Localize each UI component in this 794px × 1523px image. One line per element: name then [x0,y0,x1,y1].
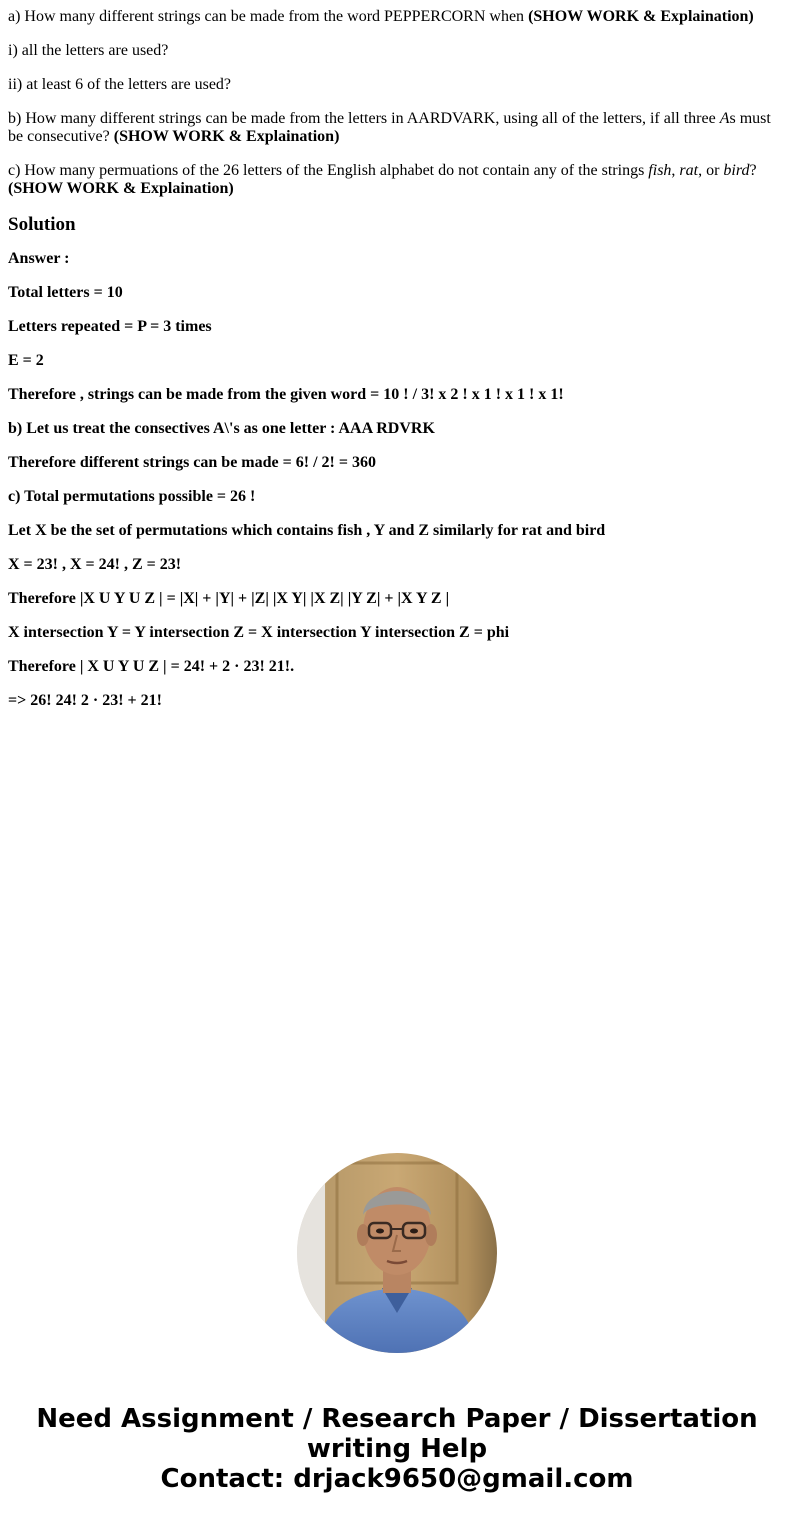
question-b-instruction: (SHOW WORK & Explaination) [113,128,340,145]
question-b [8,110,786,146]
footer-ad [0,1404,794,1494]
question-a-i: i) all the letters are used? [8,42,169,59]
solution-line: b) Let us treat the consectives A\'s as one letter : AAA RDVRK [8,420,435,437]
question-c-sep: , or [698,162,724,179]
solution-line: Therefore , strings can be made from the given word = 10 ! / 3! x 2 ! x 1 ! x 1 ! x 1! [8,386,564,403]
solution-line: c) Total permutations possible = 26 ! [8,488,256,505]
question-b-italic-a: A [719,110,730,127]
question-c [8,162,786,198]
author-photo [297,1153,497,1353]
question-b-text: b) How many different strings can be made from the letters in AARDVARK, using all of the letters, if all three [8,110,720,127]
question-a-instruction: (SHOW WORK & Explaination) [528,8,754,25]
footer-contact: Contact: drjack9650@gmail.com [160,1464,634,1494]
solution-line: Therefore | X U Y U Z | = 24! + 2 · 23! 21!. [8,658,295,675]
solution-heading: Solution [8,214,76,235]
question-c-bird: bird [723,162,750,179]
question-c-instruction: (SHOW WORK & Explaination) [8,180,234,197]
question-b-text-end: s must be consecutive? [8,110,771,145]
solution-line: E = 2 [8,352,44,369]
question-a [8,8,786,26]
solution-line: => 26! 24! 2 · 23! + 21! [8,692,162,709]
solution-line: Therefore |X U Y U Z | = |X| + |Y| + |Z| |X Y| |X Z| |Y Z| + |X Y Z | [8,590,450,607]
question-a-text: a) How many different strings can be made from the word PEPPERCORN when [8,8,529,25]
question-a-ii: ii) at least 6 of the letters are used? [8,76,232,93]
solution-line: Therefore different strings can be made = 6! / 2! = 360 [8,454,376,471]
solution-line: Total letters = 10 [8,284,123,301]
question-c-text: c) How many permuations of the 26 letters of the English alphabet do not contain any of the strings [8,162,649,179]
document-content [8,8,786,726]
solution-body [8,250,786,710]
question-c-fish: fish [648,162,672,179]
solution-line: Answer : [8,250,70,267]
solution-line: Let X be the set of permutations which contains fish , Y and Z similarly for rat and bird [8,522,606,539]
solution-line: X = 23! , X = 24! , Z = 23! [8,556,182,573]
question-c-sep: , [671,162,680,179]
solution-line: X intersection Y = Y intersection Z = X intersection Y intersection Z = phi [8,624,510,641]
solution-line: Letters repeated = P = 3 times [8,318,212,335]
footer-line: writing Help [306,1434,488,1464]
footer-line: Need Assignment / Research Paper / Dissertation [36,1404,758,1434]
question-c-rat: rat [679,162,699,179]
question-c-end: ? [749,162,757,179]
